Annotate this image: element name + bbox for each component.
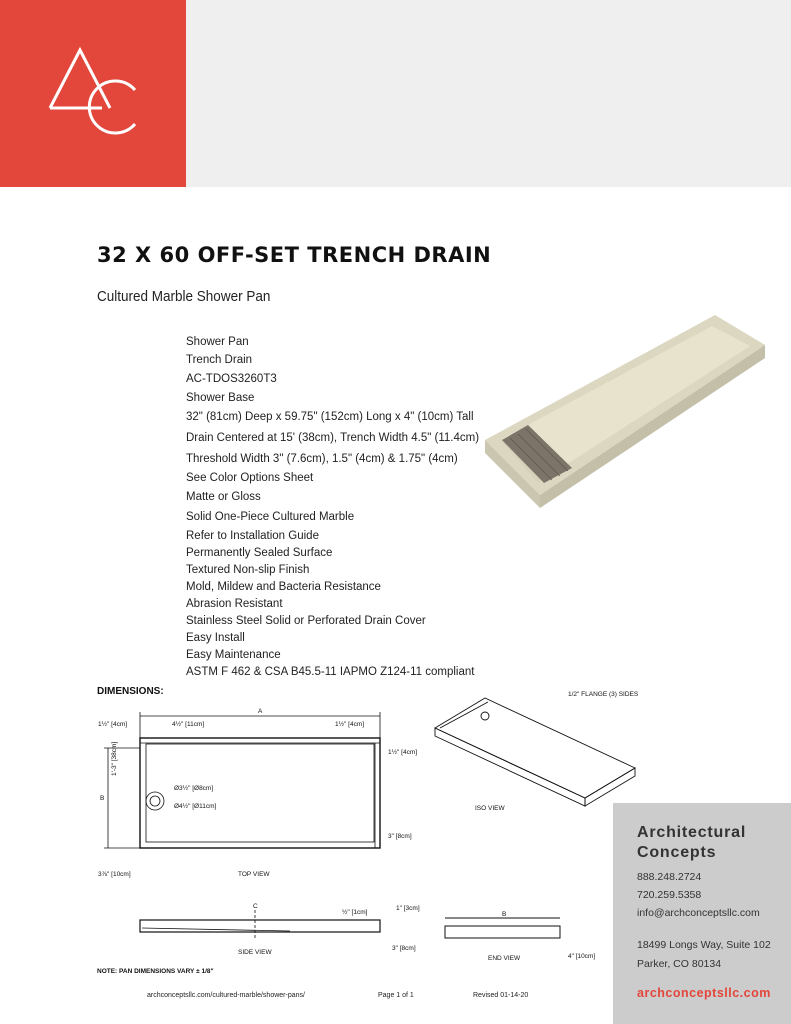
logo <box>0 0 186 187</box>
top-left-margin-label: 1½" [4cm] <box>98 721 128 728</box>
spec-value: AC-TDOS3260T3 <box>186 373 277 385</box>
spec-value: Drain Centered at 15' (38cm), Trench Width 4.5" (11.4cm) <box>186 432 480 444</box>
spec-value: Refer to Installation Guide <box>186 530 319 542</box>
top-a-label: A <box>258 708 263 715</box>
top-view-caption: TOP VIEW <box>238 871 270 878</box>
end-view <box>445 918 560 938</box>
footer-url[interactable]: archconceptsllc.com/cultured-marble/shower-pans/ <box>147 992 305 999</box>
contact-panel <box>613 803 791 1024</box>
spec-value: Easy Install <box>186 632 245 644</box>
company-name <box>637 823 746 863</box>
ac-monogram-icon <box>40 40 140 140</box>
company-name-line1: Architectural <box>637 824 747 841</box>
side-view-caption: SIDE VIEW <box>238 949 272 956</box>
side-center-label: C <box>253 903 258 910</box>
spec-value: Abrasion Resistant <box>186 598 283 610</box>
address-line-1: 18499 Longs Way, Suite 102 <box>637 939 771 951</box>
footer-revised: Revised 01-14-20 <box>473 992 529 999</box>
side-top-dim-label: 1" [3cm] <box>396 905 420 912</box>
top-trench-width-label: 4½" [11cm] <box>172 721 205 728</box>
top-drain-outer-label: Ø3½" [Ø8cm] <box>174 785 214 792</box>
top-right-margin-label: 1½" [4cm] <box>335 721 365 728</box>
spec-value: Shower Base <box>186 392 255 404</box>
footer-page: Page 1 of 1 <box>378 992 414 999</box>
end-height-label: 4" [10cm] <box>568 953 596 960</box>
top-view <box>104 712 380 848</box>
page-subtitle: Cultured Marble Shower Pan <box>97 288 271 305</box>
product-photo <box>480 290 765 515</box>
iso-flange-label: 1/2" FLANGE (3) SIDES <box>568 691 639 698</box>
top-b-label: B <box>100 795 105 802</box>
dimension-note: NOTE: PAN DIMENSIONS VARY ± 1/8" <box>97 968 214 975</box>
address-line-2: Parker, CO 80134 <box>637 958 722 970</box>
top-height-label: 3⅞" [10cm] <box>98 871 131 878</box>
spec-value: Solid One-Piece Cultured Marble <box>186 511 355 523</box>
iso-view <box>435 698 635 806</box>
spec-value: 32" (81cm) Deep x 59.75" (152cm) Long x 4" (10cm) Tall <box>186 411 474 423</box>
dimensions-heading: DIMENSIONS: <box>97 686 164 697</box>
end-b-label: B <box>502 911 507 918</box>
iso-view-caption: ISO VIEW <box>475 805 505 812</box>
spec-value: See Color Options Sheet <box>186 472 314 484</box>
side-flange-label: ½" [1cm] <box>342 909 368 916</box>
email-link[interactable]: info@archconceptsllc.com <box>637 907 760 919</box>
spec-value: Shower Pan <box>186 336 249 348</box>
spec-value: Threshold Width 3" (7.6cm), 1.5" (4cm) & 1.75" (4cm) <box>186 453 458 465</box>
end-view-caption: END VIEW <box>488 955 521 962</box>
website-link[interactable]: archconceptsllc.com <box>637 986 771 1000</box>
page-title: 32 X 60 OFF-SET TRENCH DRAIN <box>97 243 492 267</box>
phone-2[interactable]: 720.259.5358 <box>637 889 702 901</box>
spec-value: ASTM F 462 & CSA B45.5-11 IAPMO Z124-11 compliant <box>186 666 475 678</box>
top-threshold-label: 3" [8cm] <box>388 833 412 840</box>
top-right-side-label: 1½" [4cm] <box>388 749 418 756</box>
spec-value: Easy Maintenance <box>186 649 281 661</box>
spec-value: Textured Non-slip Finish <box>186 564 310 576</box>
spec-value: Matte or Gloss <box>186 491 261 503</box>
company-name-line2: Concepts <box>637 844 717 861</box>
spec-value: Trench Drain <box>186 354 253 366</box>
spec-value: Mold, Mildew and Bacteria Resistance <box>186 581 381 593</box>
phone-1[interactable]: 888.248.2724 <box>637 871 702 883</box>
spec-value: Permanently Sealed Surface <box>186 547 333 559</box>
spec-value: Stainless Steel Solid or Perforated Drain Cover <box>186 615 426 627</box>
top-drain-center-label: 1'-3" [38cm] <box>111 741 118 776</box>
top-drain-inner-label: Ø4½" [Ø11cm] <box>174 803 217 810</box>
side-bottom-dim-label: 3" [8cm] <box>392 945 416 952</box>
